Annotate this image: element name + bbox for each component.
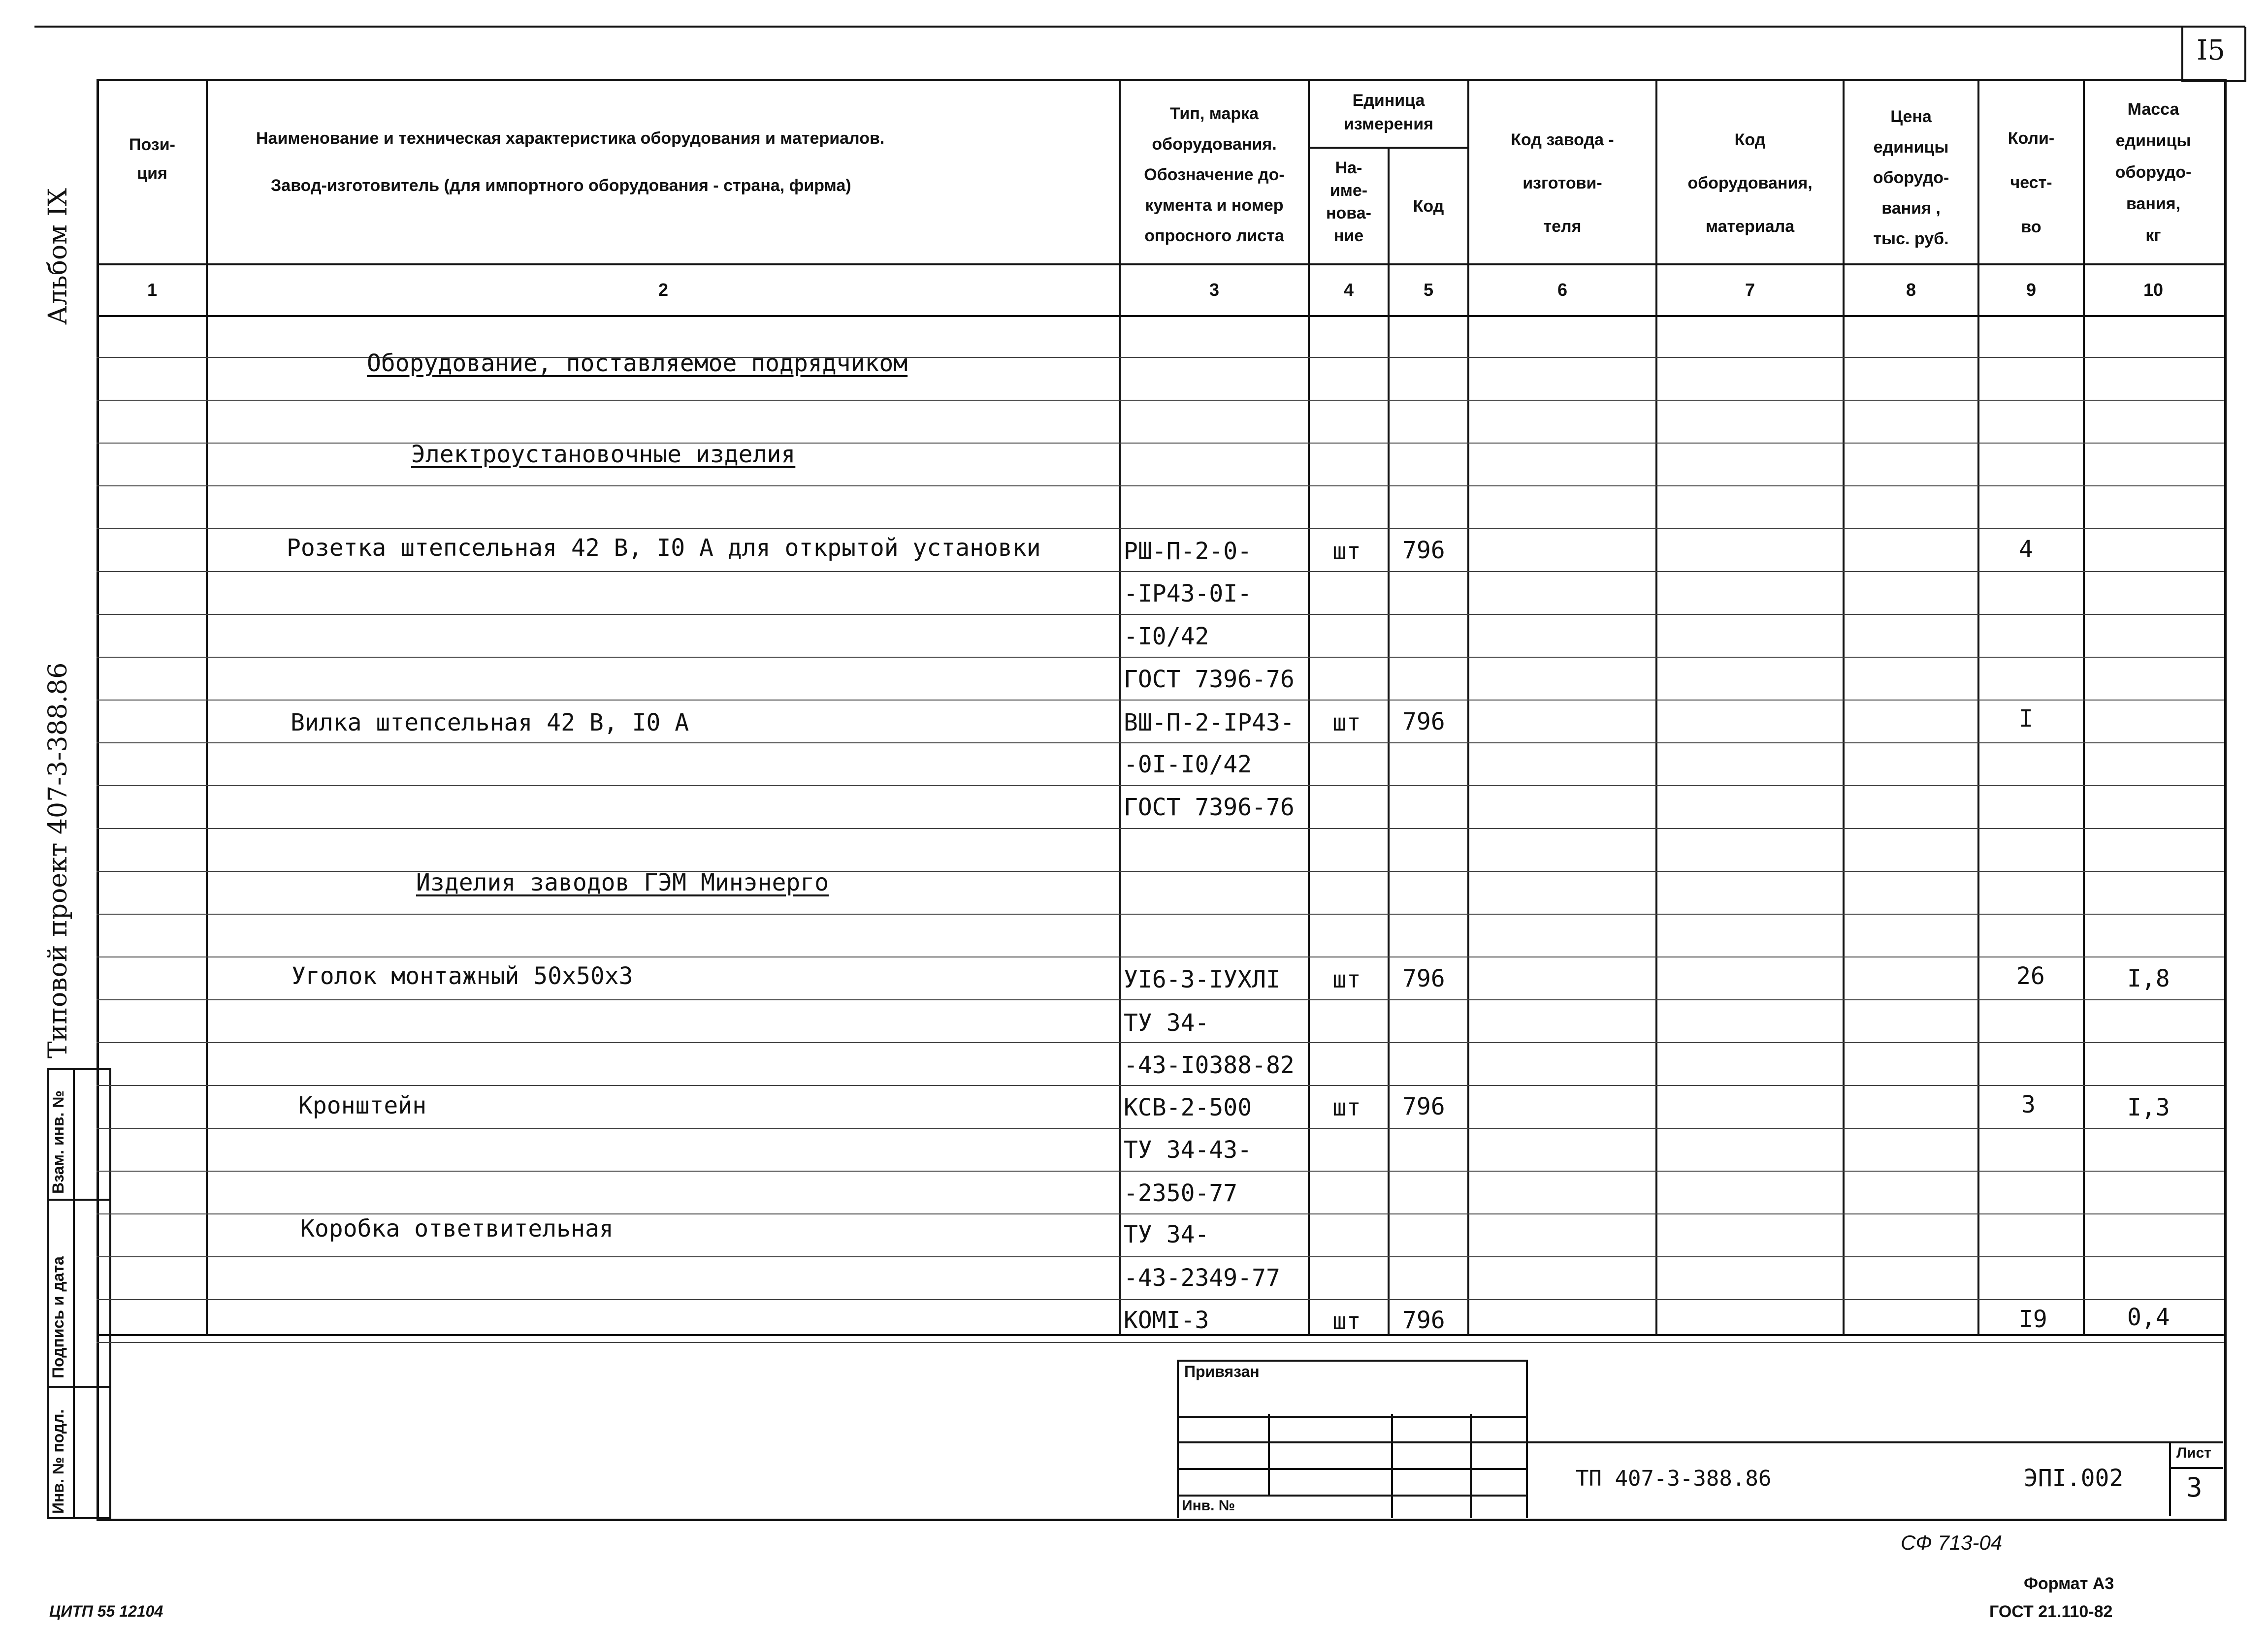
item-type-line: ТУ 34- <box>1124 1009 1209 1037</box>
header-col10: Масса единицы оборудо- вания, кг <box>2115 100 2192 245</box>
item-name: Коробка ответвительная <box>300 1215 614 1243</box>
item-type-line: ВШ-П-2-IP43- <box>1124 709 1295 736</box>
row-line <box>97 999 2224 1000</box>
col-number: 5 <box>1423 280 1434 300</box>
grid-line <box>1470 1414 1472 1518</box>
col-number: 10 <box>2143 280 2164 300</box>
sheet-divider <box>2169 1441 2171 1516</box>
stamp-cell-replace: Взам. инв. № <box>49 1090 67 1194</box>
grid-line <box>1177 1468 1528 1470</box>
row-line <box>97 785 2224 786</box>
bound-label: Привязан <box>1184 1363 1260 1380</box>
sheet-label: Лист <box>2176 1445 2211 1461</box>
item-mass: I,3 <box>2127 1094 2170 1121</box>
row-line <box>97 400 2224 401</box>
col-line <box>1308 79 1310 1335</box>
grid-line <box>1177 1495 1528 1497</box>
item-code: 796 <box>1402 708 1445 735</box>
row-line <box>97 700 2224 701</box>
stamp-inner-line <box>73 1068 75 1517</box>
row-line <box>97 742 2224 743</box>
page-number: I5 <box>2197 34 2225 66</box>
grid-line <box>1391 1414 1393 1518</box>
item-qty: 4 <box>2019 536 2033 563</box>
album-label: Альбом IX <box>43 188 73 325</box>
item-type-line: КОМI-3 <box>1124 1307 1209 1334</box>
row-line <box>97 1256 2224 1257</box>
item-type-line: -2350-77 <box>1124 1180 1238 1207</box>
gost-label: ГОСТ 21.110-82 <box>1989 1602 2113 1621</box>
item-type-line: -I0/42 <box>1124 623 1209 650</box>
item-type-line: ГОСТ 7396-76 <box>1124 794 1295 821</box>
header-col6: Код завода - изготови- теля <box>1511 130 1614 236</box>
item-unit: шт <box>1332 1094 1361 1121</box>
item-code: 796 <box>1402 1307 1445 1334</box>
header-col5: Код <box>1413 197 1444 216</box>
col-line <box>206 79 208 1335</box>
section-gem-products: Изделия заводов ГЭМ Минэнерго <box>416 869 829 896</box>
header-col2-line2: Завод-изготовитель (для импортного оборудования - страна, фирма) <box>271 176 851 195</box>
document-number: ТП 407-3-388.86 <box>1576 1466 1772 1491</box>
row-line <box>97 614 2224 615</box>
item-type-line: -0I-I0/42 <box>1124 751 1252 778</box>
item-unit: шт <box>1332 538 1361 565</box>
printer-label: ЦИТП 55 12104 <box>49 1602 163 1620</box>
header-col4: На- име- нова- ние <box>1326 159 1371 245</box>
item-type-line: -43-I0388-82 <box>1124 1052 1295 1079</box>
col-number: 9 <box>2026 280 2037 300</box>
row-line <box>97 1299 2224 1300</box>
col-number: 6 <box>1557 280 1568 300</box>
item-name: Кронштейн <box>298 1092 427 1119</box>
row-line <box>97 828 2224 829</box>
sheet-divider-h <box>2169 1467 2223 1469</box>
item-code: 796 <box>1402 1093 1445 1120</box>
item-type-line: -43-2349-77 <box>1124 1264 1280 1292</box>
header-col2-line1: Наименование и техническая характеристика оборудования и материалов. <box>256 129 885 148</box>
item-type-line: УI6-3-IУХЛI <box>1124 966 1280 993</box>
item-qty: I <box>2019 705 2033 733</box>
item-qty: 26 <box>2016 962 2045 990</box>
grid-line <box>1177 1441 1528 1443</box>
row-line <box>97 1128 2224 1129</box>
item-mass: 0,4 <box>2127 1304 2170 1331</box>
col-line <box>1119 79 1121 1335</box>
section-electrical-products: Электроустановочные изделия <box>411 441 796 468</box>
item-type-line: КСВ-2-500 <box>1124 1094 1252 1121</box>
grid-line <box>1268 1414 1270 1495</box>
col-line <box>1655 79 1657 1335</box>
item-unit: шт <box>1332 1307 1361 1335</box>
row-line <box>97 871 2224 872</box>
row-line <box>97 571 2224 572</box>
top-border <box>34 26 2245 28</box>
header-col9: Коли- чест- во <box>2008 129 2055 236</box>
header-col3: Тип, марка оборудования. Обозначение до- кумента и номер опросного листа <box>1144 104 1285 245</box>
item-name: Уголок монтажный 50х50х3 <box>292 962 633 990</box>
item-type-line: -IP43-0I- <box>1124 580 1252 607</box>
item-code: 796 <box>1402 965 1445 992</box>
unit-group-divider <box>1308 147 1469 149</box>
header-col8: Цена единицы оборудо- вания , тыс. руб. <box>1873 107 1949 248</box>
item-mass: I,8 <box>2127 965 2170 992</box>
item-qty: I9 <box>2019 1306 2047 1333</box>
format-label: Формат А3 <box>2024 1574 2114 1593</box>
row-line <box>97 956 2224 957</box>
row-line <box>97 1085 2224 1086</box>
col-number: 4 <box>1343 280 1354 300</box>
item-type-line: ГОСТ 7396-76 <box>1124 666 1295 693</box>
item-unit: шт <box>1332 709 1361 736</box>
col-line <box>1467 79 1469 1335</box>
row-line <box>97 528 2224 529</box>
section-contractor-equipment: Оборудование, поставляемое подрядчиком <box>367 350 908 377</box>
col-line <box>1843 79 1845 1335</box>
item-type-line: РШ-П-2-0- <box>1124 538 1252 565</box>
title-block-top <box>1524 1441 2223 1443</box>
item-type-line: ТУ 34-43- <box>1124 1136 1252 1164</box>
col-number: 8 <box>1906 280 1916 300</box>
item-name: Розетка штепсельная 42 В, I0 А для открытой установки <box>287 534 1041 562</box>
header-col1: Пози- ция <box>129 135 175 183</box>
header-col7: Код оборудования, материала <box>1687 130 1813 236</box>
row-line <box>97 1171 2224 1172</box>
col-number: 2 <box>658 280 669 300</box>
stamp-cell-inventory: Инв. № подл. <box>49 1409 67 1514</box>
inventory-label: Инв. № <box>1182 1498 1235 1514</box>
col-number: 3 <box>1209 280 1220 300</box>
item-name: Вилка штепсельная 42 В, I0 А <box>291 709 689 736</box>
stamp-cell-signature: Подпись и дата <box>49 1256 67 1378</box>
col-number: 1 <box>147 280 158 300</box>
row-line <box>97 1342 2224 1343</box>
col-line <box>1388 148 1390 1335</box>
row-line <box>97 485 2224 486</box>
item-qty: 3 <box>2021 1091 2036 1118</box>
row-line <box>97 1213 2224 1214</box>
header-unit-group: Единица измерения <box>1344 91 1433 133</box>
handwritten-note: СФ 713-04 <box>1901 1531 2003 1554</box>
document-code: ЭПI.002 <box>2024 1465 2124 1492</box>
col-line <box>2083 79 2085 1335</box>
item-type-line: ТУ 34- <box>1124 1221 1209 1248</box>
row-line <box>97 657 2224 658</box>
col-line <box>1977 79 1979 1335</box>
row-line <box>97 1042 2224 1043</box>
col-number: 7 <box>1745 280 1755 300</box>
numbers-bottom <box>97 315 2224 317</box>
row-line <box>97 914 2224 915</box>
sheet-number: 3 <box>2186 1472 2203 1503</box>
header-bottom <box>97 263 2224 265</box>
item-code: 796 <box>1402 537 1445 564</box>
table-body-bottom <box>97 1334 2224 1336</box>
project-label: Типовой проект 407-3-388.86 <box>43 662 73 1058</box>
item-unit: шт <box>1332 966 1361 993</box>
